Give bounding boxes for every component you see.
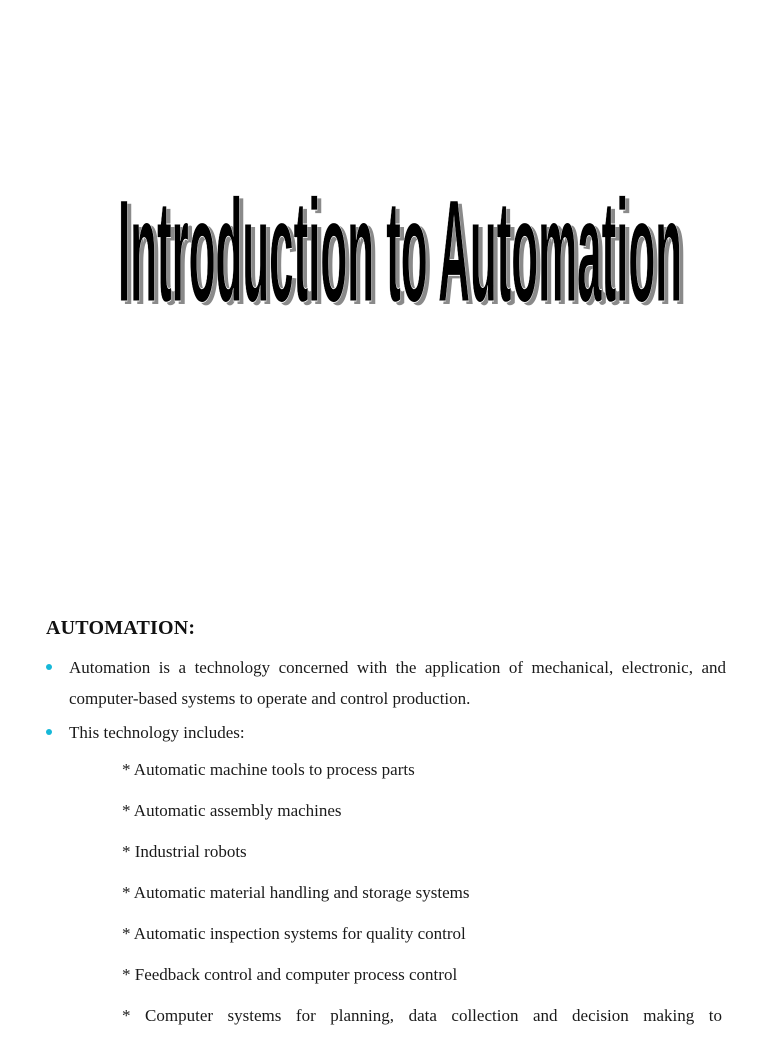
- includes-item: * Industrial robots: [122, 842, 247, 861]
- includes-item: * Automatic assembly machines: [122, 801, 342, 820]
- bullet-dot-icon: [46, 664, 52, 670]
- bullet-text: Automation is a technology concerned with the application of mechanical, electronic, and computer-based systems to operate and control production.: [69, 658, 726, 708]
- bullet-dot-icon: [46, 729, 52, 735]
- includes-item: * Feedback control and computer process control: [122, 965, 458, 984]
- includes-item: * Automatic material handling and storage systems: [122, 883, 470, 902]
- bullet-item: [46, 717, 726, 748]
- includes-list: [122, 756, 722, 1043]
- section-heading: AUTOMATION:: [46, 617, 196, 639]
- title-wordart: [60, 160, 740, 330]
- title-wordart-graphic: [60, 160, 740, 330]
- page-title: Introduction to Automation: [117, 169, 682, 330]
- title-shadow: Introduction to Automation: [121, 172, 686, 330]
- bullet-list: [46, 652, 726, 751]
- bullet-item: [46, 652, 726, 714]
- includes-item: * Computer systems for planning, data collection and decision making to: [122, 1006, 722, 1025]
- includes-item: * Automatic inspection systems for quality control: [122, 924, 466, 943]
- bullet-text: This technology includes:: [69, 723, 245, 742]
- includes-item: * Automatic machine tools to process parts: [122, 760, 415, 779]
